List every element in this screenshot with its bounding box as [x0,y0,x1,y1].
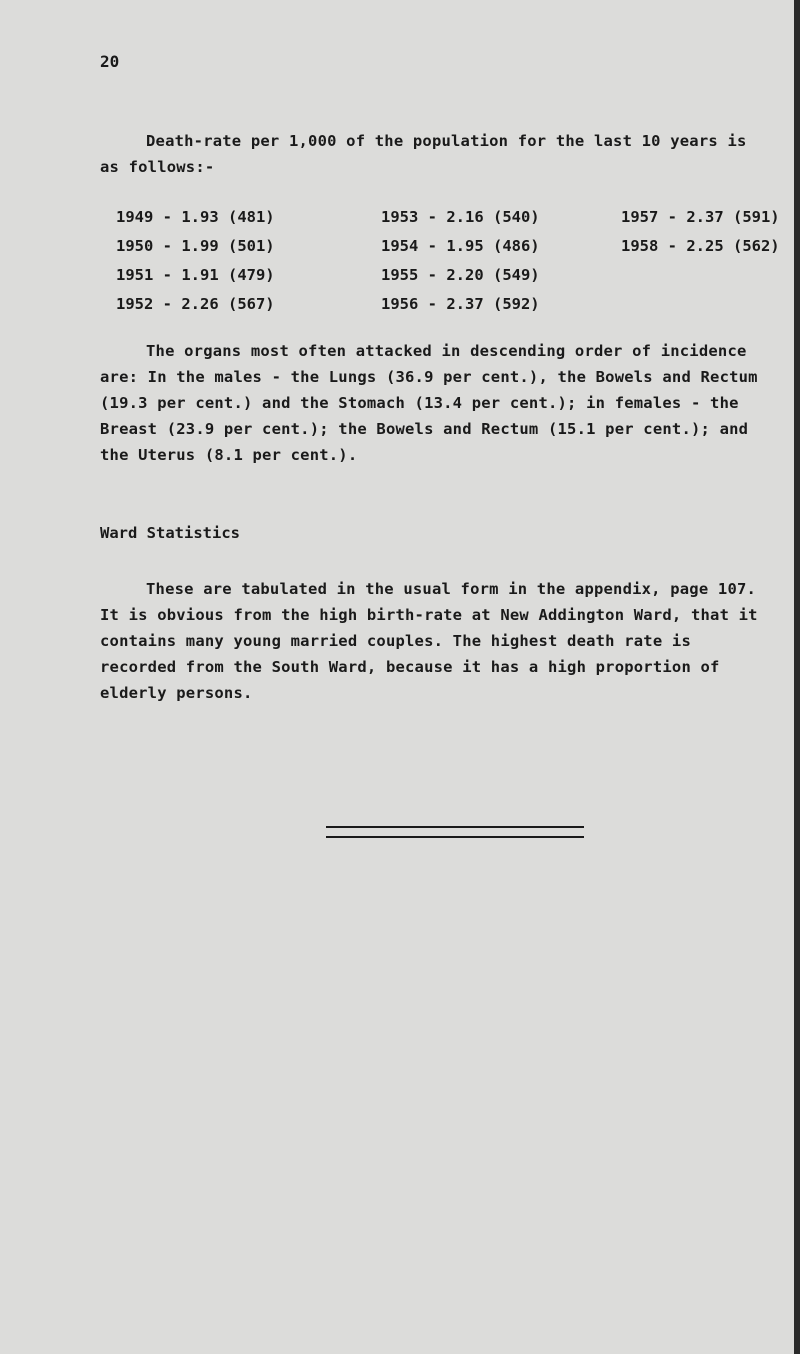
intro-text: Death-rate per 1,000 of the population for the last 10 years is as follows:- [100,132,747,176]
death-rate-entry: 1955 - 2.20 (549) [381,265,540,284]
death-rate-row [116,260,776,289]
death-rate-entry: 1952 - 2.26 (567) [116,294,275,313]
death-rate-entry: 1953 - 2.16 (540) [381,207,540,226]
page-number: 20 [100,52,120,71]
ward-text: These are tabulated in the usual form in the appendix, page 107. It is obvious from the high birth-rate at New Addington Ward, that it contains many young married couples. The highest death rate is recorded from the South Ward, because it has a high proportion of elderly persons. [100,580,758,702]
death-rate-row [116,289,776,318]
death-rate-entry: 1951 - 1.91 (479) [116,265,275,284]
death-rate-entry: 1950 - 1.99 (501) [116,236,275,255]
section-end-double-rule [326,826,584,838]
death-rate-entry: 1949 - 1.93 (481) [116,207,275,226]
organs-text: The organs most often attacked in descending order of incidence are: In the males - the Lungs (36.9 per cent.), the Bowels and Rectum (19.3 per cent.) and the Stomach (13.4 per cent.); in females - the Breast (23.9 per cent.); the Bowels and Rectum (15.1 per cent.); and the Uterus (8.1 per cent.). [100,342,758,464]
death-rate-row [116,231,780,260]
death-rate-entry: 1954 - 1.95 (486) [381,236,540,255]
death-rate-table [116,202,780,318]
death-rate-entry: 1957 - 2.37 (591) [621,207,780,226]
page-edge-shadow [794,0,800,1354]
death-rate-entry: 1956 - 2.37 (592) [381,294,540,313]
organs-paragraph [100,338,770,468]
death-rate-entry: 1958 - 2.25 (562) [621,236,780,255]
death-rate-row [116,202,780,231]
ward-paragraph [100,576,770,706]
intro-paragraph [100,128,770,180]
ward-statistics-heading: Ward Statistics [100,524,240,542]
